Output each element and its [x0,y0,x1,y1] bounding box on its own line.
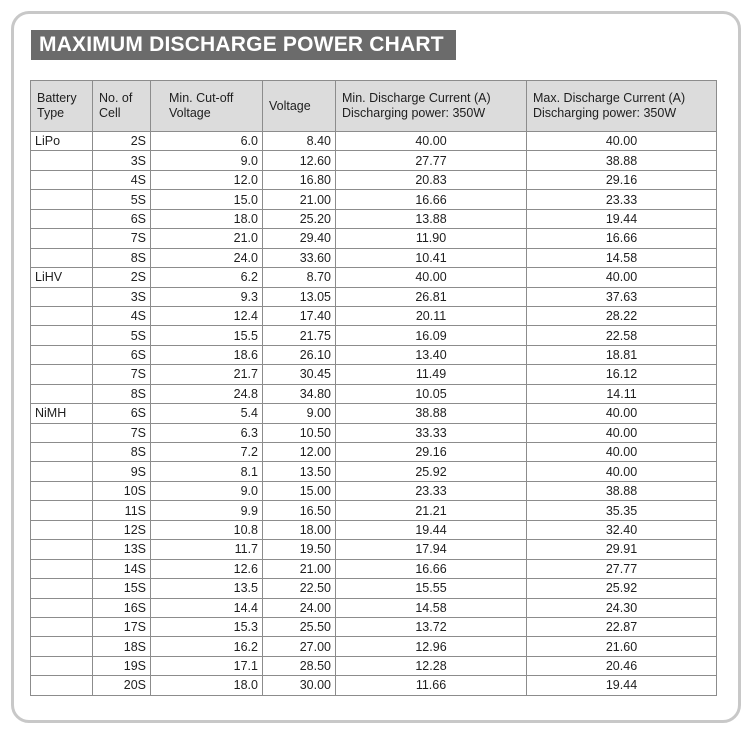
cell-battery-type [31,365,93,384]
cell-min-discharge-current: 16.66 [336,559,527,578]
cell-min-discharge-current: 20.83 [336,170,527,189]
cell-min-discharge-current: 10.05 [336,384,527,403]
cell-voltage: 28.50 [263,656,336,675]
cell-voltage: 16.80 [263,170,336,189]
cell-min-cutoff-voltage: 12.4 [151,306,263,325]
cell-min-cutoff-voltage: 18.0 [151,209,263,228]
cell-min-discharge-current: 16.09 [336,326,527,345]
cell-battery-type [31,559,93,578]
cell-no-of-cell: 6S [93,209,151,228]
cell-max-discharge-current: 29.91 [527,540,717,559]
cell-min-discharge-current: 12.96 [336,637,527,656]
cell-voltage: 30.00 [263,676,336,695]
cell-no-of-cell: 9S [93,462,151,481]
cell-battery-type [31,443,93,462]
cell-min-cutoff-voltage: 5.4 [151,404,263,423]
cell-max-discharge-current: 40.00 [527,423,717,442]
cell-max-discharge-current: 40.00 [527,462,717,481]
cell-min-cutoff-voltage: 18.0 [151,676,263,695]
cell-min-cutoff-voltage: 15.3 [151,617,263,636]
cell-no-of-cell: 7S [93,229,151,248]
cell-voltage: 26.10 [263,345,336,364]
cell-min-cutoff-voltage: 6.0 [151,132,263,151]
table-row [31,268,717,287]
cell-voltage: 16.50 [263,501,336,520]
cell-battery-type [31,170,93,189]
cell-voltage: 8.70 [263,268,336,287]
cell-voltage: 12.60 [263,151,336,170]
cell-min-discharge-current: 25.92 [336,462,527,481]
cell-min-cutoff-voltage: 12.6 [151,559,263,578]
cell-voltage: 21.75 [263,326,336,345]
cell-no-of-cell: 14S [93,559,151,578]
cell-min-discharge-current: 38.88 [336,404,527,423]
cell-no-of-cell: 6S [93,345,151,364]
table-row [31,540,717,559]
table-row [31,326,717,345]
cell-voltage: 12.00 [263,443,336,462]
cell-no-of-cell: 8S [93,384,151,403]
cell-max-discharge-current: 19.44 [527,676,717,695]
cell-no-of-cell: 3S [93,287,151,306]
cell-min-cutoff-voltage: 9.0 [151,481,263,500]
cell-battery-type [31,501,93,520]
table-row [31,404,717,423]
cell-min-cutoff-voltage: 8.1 [151,462,263,481]
table-row [31,462,717,481]
cell-min-discharge-current: 20.11 [336,306,527,325]
cell-max-discharge-current: 27.77 [527,559,717,578]
table-row [31,229,717,248]
cell-min-discharge-current: 40.00 [336,132,527,151]
cell-min-cutoff-voltage: 21.0 [151,229,263,248]
cell-battery-type [31,520,93,539]
header-voltage: Voltage [263,81,336,132]
cell-max-discharge-current: 32.40 [527,520,717,539]
table-row [31,190,717,209]
cell-min-cutoff-voltage: 14.4 [151,598,263,617]
table-row [31,501,717,520]
cell-no-of-cell: 7S [93,423,151,442]
cell-no-of-cell: 12S [93,520,151,539]
cell-max-discharge-current: 20.46 [527,656,717,675]
cell-max-discharge-current: 35.35 [527,501,717,520]
cell-min-discharge-current: 16.66 [336,190,527,209]
cell-min-discharge-current: 10.41 [336,248,527,267]
cell-min-cutoff-voltage: 15.0 [151,190,263,209]
table-row [31,676,717,695]
cell-no-of-cell: 17S [93,617,151,636]
cell-battery-type [31,579,93,598]
cell-voltage: 24.00 [263,598,336,617]
cell-min-discharge-current: 29.16 [336,443,527,462]
cell-max-discharge-current: 40.00 [527,132,717,151]
table-row [31,598,717,617]
cell-max-discharge-current: 19.44 [527,209,717,228]
cell-max-discharge-current: 14.58 [527,248,717,267]
table-row [31,520,717,539]
cell-no-of-cell: 10S [93,481,151,500]
cell-min-discharge-current: 17.94 [336,540,527,559]
cell-battery-type [31,598,93,617]
header-max-discharge-current: Max. Discharge Current (A) Discharging power: 350W [527,81,717,132]
cell-min-cutoff-voltage: 21.7 [151,365,263,384]
cell-min-discharge-current: 26.81 [336,287,527,306]
cell-max-discharge-current: 24.30 [527,598,717,617]
header-battery-type: Battery Type [31,81,93,132]
header-min-discharge-current: Min. Discharge Current (A) Discharging power: 350W [336,81,527,132]
cell-no-of-cell: 16S [93,598,151,617]
cell-voltage: 21.00 [263,559,336,578]
cell-voltage: 17.40 [263,306,336,325]
cell-min-cutoff-voltage: 24.0 [151,248,263,267]
cell-min-cutoff-voltage: 6.2 [151,268,263,287]
cell-voltage: 18.00 [263,520,336,539]
cell-min-cutoff-voltage: 9.9 [151,501,263,520]
cell-max-discharge-current: 25.92 [527,579,717,598]
cell-min-cutoff-voltage: 18.6 [151,345,263,364]
cell-battery-type [31,287,93,306]
cell-min-cutoff-voltage: 9.3 [151,287,263,306]
cell-min-discharge-current: 27.77 [336,151,527,170]
cell-voltage: 22.50 [263,579,336,598]
cell-battery-type [31,637,93,656]
table-row [31,637,717,656]
cell-battery-type [31,462,93,481]
cell-max-discharge-current: 16.12 [527,365,717,384]
cell-battery-type [31,676,93,695]
cell-min-cutoff-voltage: 6.3 [151,423,263,442]
cell-min-cutoff-voltage: 15.5 [151,326,263,345]
cell-max-discharge-current: 40.00 [527,268,717,287]
cell-max-discharge-current: 14.11 [527,384,717,403]
table-row [31,443,717,462]
cell-max-discharge-current: 29.16 [527,170,717,189]
table-row [31,306,717,325]
cell-min-discharge-current: 11.66 [336,676,527,695]
cell-no-of-cell: 4S [93,306,151,325]
cell-max-discharge-current: 16.66 [527,229,717,248]
cell-battery-type [31,481,93,500]
cell-no-of-cell: 5S [93,326,151,345]
cell-voltage: 34.80 [263,384,336,403]
cell-battery-type: LiHV [31,268,93,287]
cell-max-discharge-current: 38.88 [527,481,717,500]
cell-max-discharge-current: 23.33 [527,190,717,209]
cell-no-of-cell: 13S [93,540,151,559]
cell-min-cutoff-voltage: 9.0 [151,151,263,170]
page-title: MAXIMUM DISCHARGE POWER CHART [31,30,456,60]
cell-voltage: 10.50 [263,423,336,442]
cell-battery-type [31,656,93,675]
cell-battery-type [31,306,93,325]
cell-battery-type [31,326,93,345]
cell-no-of-cell: 6S [93,404,151,423]
cell-no-of-cell: 3S [93,151,151,170]
cell-min-discharge-current: 19.44 [336,520,527,539]
cell-no-of-cell: 8S [93,248,151,267]
table-row [31,617,717,636]
cell-min-cutoff-voltage: 16.2 [151,637,263,656]
table-row [31,656,717,675]
cell-battery-type [31,190,93,209]
cell-max-discharge-current: 22.58 [527,326,717,345]
table-row [31,481,717,500]
cell-min-discharge-current: 33.33 [336,423,527,442]
cell-min-cutoff-voltage: 11.7 [151,540,263,559]
table-row [31,132,717,151]
cell-min-discharge-current: 11.49 [336,365,527,384]
cell-min-discharge-current: 13.88 [336,209,527,228]
cell-battery-type [31,209,93,228]
cell-no-of-cell: 19S [93,656,151,675]
cell-battery-type [31,617,93,636]
cell-battery-type [31,151,93,170]
cell-max-discharge-current: 38.88 [527,151,717,170]
cell-min-discharge-current: 11.90 [336,229,527,248]
cell-max-discharge-current: 18.81 [527,345,717,364]
cell-voltage: 27.00 [263,637,336,656]
cell-max-discharge-current: 40.00 [527,443,717,462]
cell-no-of-cell: 18S [93,637,151,656]
cell-max-discharge-current: 40.00 [527,404,717,423]
cell-voltage: 15.00 [263,481,336,500]
cell-battery-type [31,229,93,248]
table-row [31,209,717,228]
cell-battery-type [31,384,93,403]
cell-max-discharge-current: 37.63 [527,287,717,306]
cell-battery-type: NiMH [31,404,93,423]
cell-voltage: 13.50 [263,462,336,481]
cell-voltage: 33.60 [263,248,336,267]
header-no-of-cell: No. of Cell [93,81,151,132]
cell-voltage: 25.50 [263,617,336,636]
cell-min-discharge-current: 23.33 [336,481,527,500]
cell-max-discharge-current: 28.22 [527,306,717,325]
cell-min-discharge-current: 12.28 [336,656,527,675]
cell-battery-type [31,248,93,267]
cell-min-discharge-current: 13.72 [336,617,527,636]
cell-min-discharge-current: 15.55 [336,579,527,598]
cell-max-discharge-current: 22.87 [527,617,717,636]
cell-voltage: 9.00 [263,404,336,423]
cell-voltage: 21.00 [263,190,336,209]
cell-min-cutoff-voltage: 10.8 [151,520,263,539]
cell-max-discharge-current: 21.60 [527,637,717,656]
table-row [31,170,717,189]
table-row [31,365,717,384]
table-row [31,248,717,267]
cell-no-of-cell: 20S [93,676,151,695]
cell-no-of-cell: 15S [93,579,151,598]
cell-battery-type [31,345,93,364]
cell-min-discharge-current: 13.40 [336,345,527,364]
table-header-row [31,81,717,132]
cell-battery-type [31,423,93,442]
cell-min-discharge-current: 21.21 [336,501,527,520]
cell-no-of-cell: 2S [93,268,151,287]
cell-voltage: 19.50 [263,540,336,559]
cell-min-discharge-current: 40.00 [336,268,527,287]
cell-voltage: 30.45 [263,365,336,384]
cell-voltage: 29.40 [263,229,336,248]
cell-voltage: 8.40 [263,132,336,151]
cell-voltage: 13.05 [263,287,336,306]
table-row [31,579,717,598]
cell-min-cutoff-voltage: 12.0 [151,170,263,189]
cell-min-cutoff-voltage: 7.2 [151,443,263,462]
table-row [31,559,717,578]
cell-no-of-cell: 5S [93,190,151,209]
cell-no-of-cell: 11S [93,501,151,520]
table-body [31,132,717,696]
cell-min-cutoff-voltage: 13.5 [151,579,263,598]
cell-min-cutoff-voltage: 17.1 [151,656,263,675]
cell-min-discharge-current: 14.58 [336,598,527,617]
discharge-power-table [30,80,717,696]
cell-no-of-cell: 8S [93,443,151,462]
cell-min-cutoff-voltage: 24.8 [151,384,263,403]
cell-no-of-cell: 4S [93,170,151,189]
table-row [31,423,717,442]
cell-battery-type: LiPo [31,132,93,151]
table-row [31,345,717,364]
table-row [31,287,717,306]
cell-no-of-cell: 2S [93,132,151,151]
cell-no-of-cell: 7S [93,365,151,384]
cell-voltage: 25.20 [263,209,336,228]
table-row [31,384,717,403]
cell-battery-type [31,540,93,559]
table-row [31,151,717,170]
header-min-cutoff-voltage: Min. Cut-off Voltage [151,81,263,132]
